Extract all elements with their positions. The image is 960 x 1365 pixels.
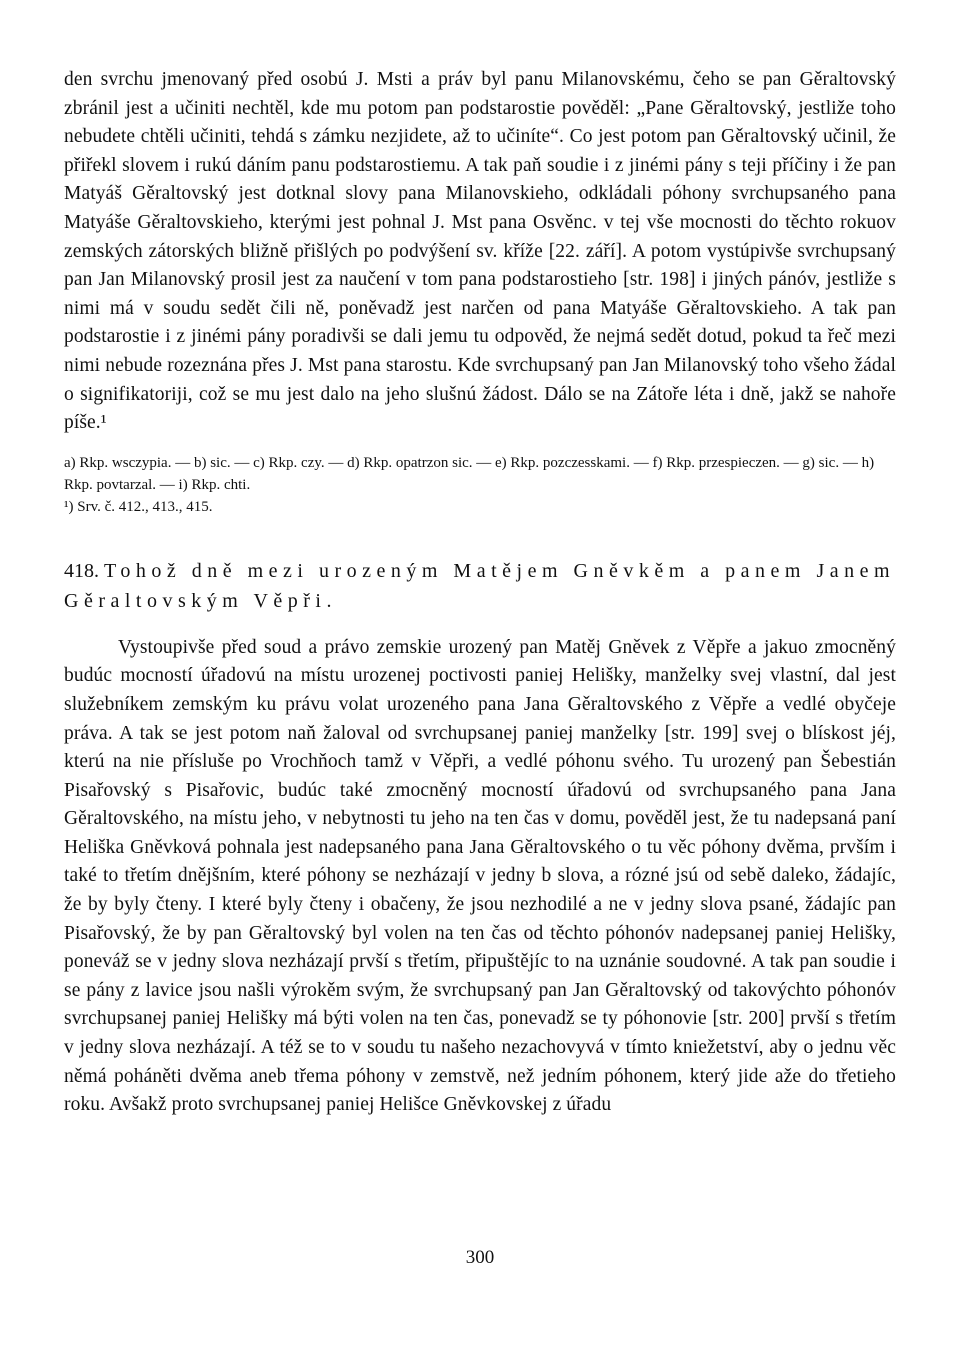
text-paragraph: den svrchu jmenovaný před osobú J. Msti a práv byl panu Milanovskému, čeho se pan Gěraltovský zbránil jest a učiniti nechtěl, kde mu potom pan podstarostie pověděl: „Pane Gěraltovský, jestliže toho nebudete chtěli učiniti, tehdá s zámku nezjidete, až to učiníte“. Co jest potom pan Gěraltovský učinil, že přiřekl slovem i rukú dáním panu podstarostiemu. A tak paň soudie i z jinémi pány s teji příčiny i že pan Matyáš Gěraltovský jest dotknal slovy pana Milanovskieho, odkládali póhony svrchupsaného pana Matyáše Gěraltovskieho, kterými jest pohnal J. Mst pana Osvěnc. v tej vše mocnosti do těchto rokuov zemských zátorských bližně přišlých po podvýšení sv. kříže [22. září]. A potom vystúpivše svrchupsaný pan Jan Milanovský prosil jest za naučení v tom pana podstarostieho [str. 198] i jiných pánóv, jestliže s nimi má v soudu sedět čili ně, poněvadž jest narčen od pana Matyáše Gěraltovskieho. A tak pan podstarostie i z jinémi pány poradivši se dali jemu tu odpověd, že nejmá sedět dotud, pokud ta řeč mezi nimi nebude rozeznána přes J. Mst pana starostu. Kde svrchupsaný pan Jan Milanovský toho všeho žádal o signifikatoriji, což se mu jest dalo na jeho slušnú žádost. Dálo se na Zátoře léta i dně, jakž se nahoře píše.¹ [64,69,896,434]
page-number: 300 [465,1247,495,1268]
section-number: 418. [64,559,99,582]
footnotes [64,452,896,518]
footnote-variants: a) Rkp. wsczypia. — b) sic. — c) Rkp. czy. — d) Rkp. opatrzon sic. — e) Rkp. pozczesskami. — f) Rkp. przespieczen. — g) sic. — h) Rkp. povtarzal. — i) Rkp. chti. [64,454,875,493]
page-content [64,66,896,1120]
footnote-references: ¹) Srv. č. 412., 413., 415. [64,498,213,515]
section-heading [64,556,896,616]
text-paragraph: Vystoupivše před soud a právo zemskie urozený pan Matěj Gněvek z Věpře a jakuo zmocněný budúc mocností úřadovú na místu urozenej poctivosti paniej Helišky, manželky svej vlastní, dal jest služebníkem zemským ku právu volat urozeného pana Jana Gěraltovského z Věpře a vedlé obyčeje práva. A tak se jest potom naň žaloval od svrchupsanej paniej manželky [str. 199] svej o blískost jéj, kterú na nie přísluše po Vrochňoch tamž v Věpři, a vedlé póhonu svého. Tu urozený pan Šebestián Pisařovský s Pisařovic, budúc také zmocněný mocností úřadovú od svrchupsaného pana Jana Gěraltovského, na místu jeho, v nebytnosti tu jeho na ten čas v domu, pověděl jest, že tu nadepsaná paní Heliška Gněvková pohnala jest nadepsaného pana Jana Gěraltovského o tu věc póhony dvěma, prvším i také to třetím dnějšním, které póhony se nezházají v jedny b slova, a rózné jsú od sebě daleko, žádajíc, že by byly čteny. I které byly čteny i obačeny, že jsou nezhodilé a ne v jedny slova psané, žádajíc pan Pisařovský, že by pan Gěraltovský byl volen na ten čas od těchto póhonóv nadepsanej paniej Helišky, poneváž se v jedny slova nezházají prvší s třetím, připuštějíc to na uznánie soudovné. A tak pan soudie i se pány z lavice jsou našli výrokěm svým, že svrchupsaný pan Jan Gěraltovský od takovýchto póhonóv svrchupsanej paniej Helišky má býti volen na ten čas, ponevadž se ty póhonovie [str. 200] prvší s třetím v jedny slova nezházají. A též se to v soudu tu našeho nezachovyvá v tímto kniežetství, aby o jednu věc němá poháněti dvěma aneb třema póhony v zemstvě, než jedním póhonem, který jide aže do třetieho roku. Avšakž proto svrchupsanej paniej Helišce Gněvkovskej z úřadu [64,636,896,1116]
section-title: Tohož dně mezi urozeným Matějem Gněvkěm a panem Janem Gěraltovským Věpři. [64,559,896,612]
